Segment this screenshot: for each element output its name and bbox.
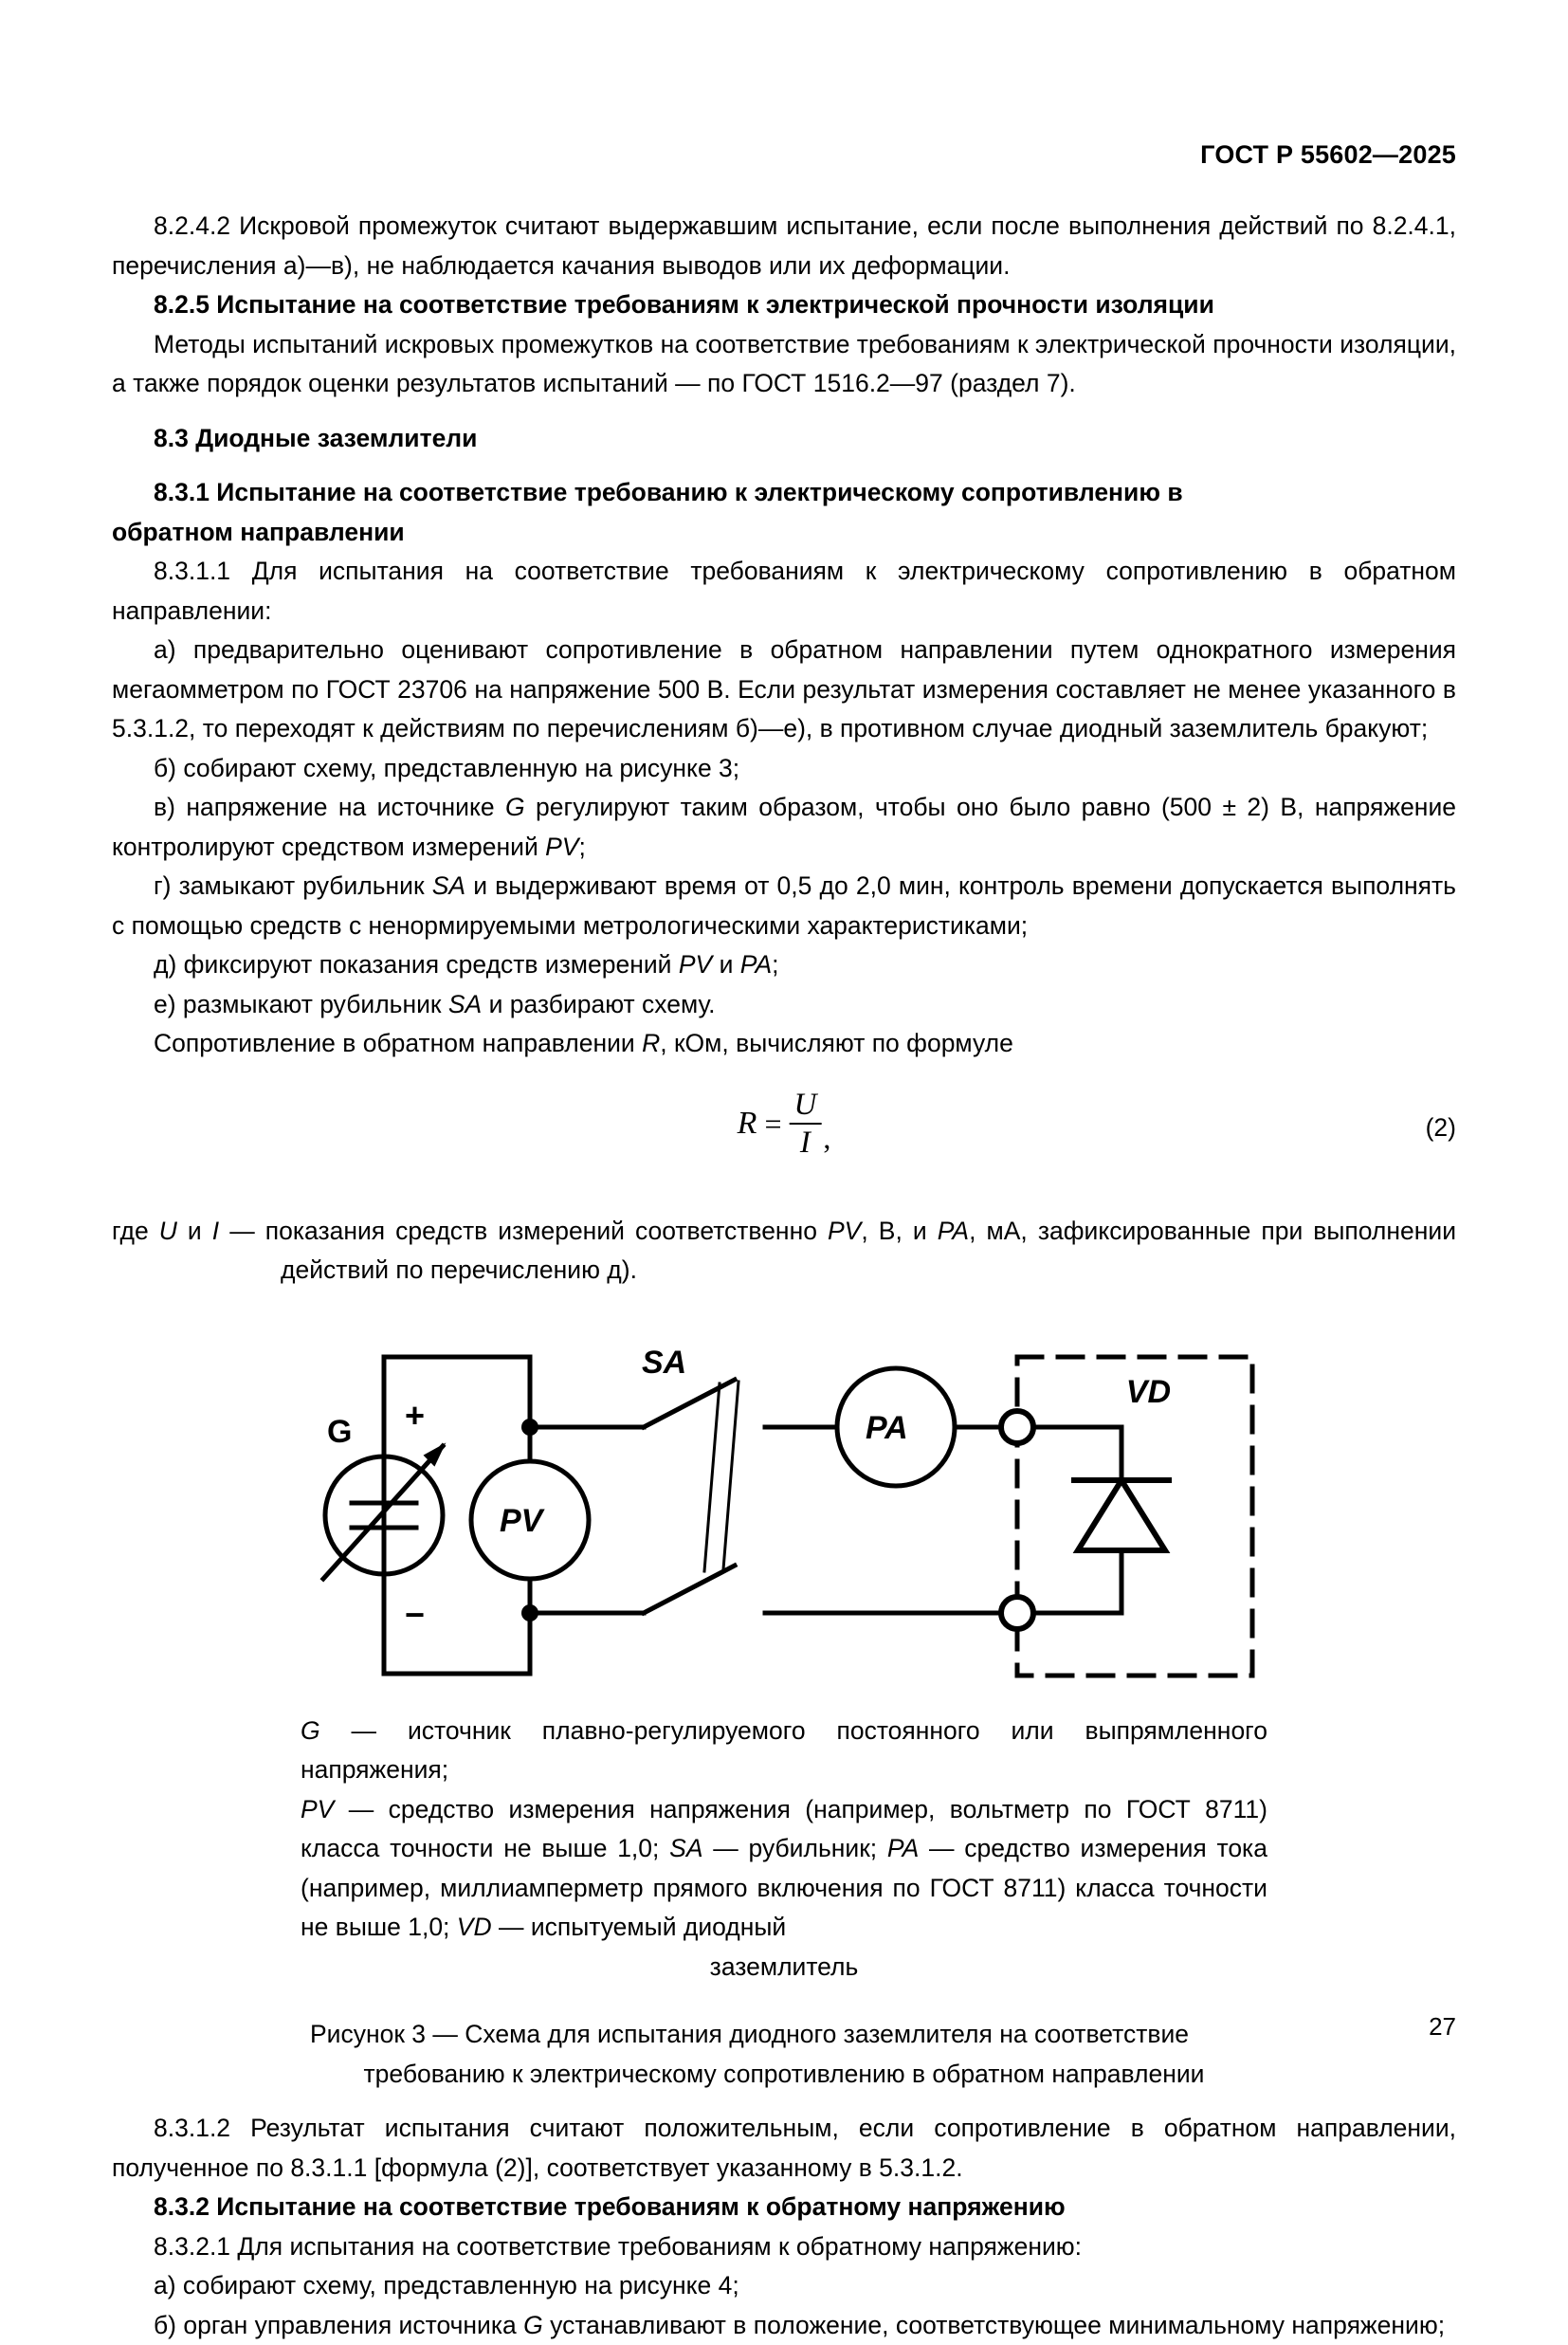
where-paragraph xyxy=(112,1212,1456,1291)
heading-8-3-1-line2: обратном направлении xyxy=(112,513,1456,553)
heading-8-3: 8.3 Диодные заземлители xyxy=(112,419,1456,459)
figure-legend-last-line: заземлитель xyxy=(301,1948,1267,1988)
legend-text-vd: — испытуемый диодный xyxy=(492,1913,787,1941)
paragraph-resistance-formula-intro xyxy=(112,1024,1456,1064)
list-item-g xyxy=(112,867,1456,945)
label-polarity-plus: + xyxy=(405,1396,425,1435)
legend-symbol-pa: PA xyxy=(887,1834,919,1862)
where-prefix: где xyxy=(112,1217,159,1245)
symbol-u: U xyxy=(159,1217,177,1245)
legend-text-g: — источник плавно-регулируемого постоянного или выпрямленного напряжения; xyxy=(301,1716,1267,1785)
list-item-v xyxy=(112,788,1456,867)
symbol-pv-3: PV xyxy=(828,1217,861,1245)
figure-caption xyxy=(310,2015,1258,2094)
running-header xyxy=(0,140,1456,170)
symbol-g: G xyxy=(505,793,525,821)
figure-3 xyxy=(112,1340,1456,2095)
list-item-d xyxy=(112,945,1456,985)
page-number: 27 xyxy=(1429,2012,1456,2042)
figure-legend-text-2 xyxy=(301,1790,1267,1948)
paragraph-8-2-4-2: 8.2.4.2 Искровой промежуток считают выдержавшим испытание, если после выполнения действий по 8.2.4.1, перечисления а)—в), не наблюдается качания выводов или их деформации. xyxy=(112,207,1456,285)
list-item-v-text-3: ; xyxy=(578,833,585,861)
spacer xyxy=(112,2094,1456,2109)
list2-item-b-text-1: б) орган управления источника xyxy=(154,2311,523,2339)
formula-numerator: U xyxy=(789,1089,821,1124)
symbol-pa-2: PA xyxy=(938,1217,969,1245)
paragraph-8-3-1-2: 8.3.1.2 Результат испытания считают положительным, если сопротивление в обратном направлении, полученное по 8.3.1.1 [формула (2)], соответствует указанному в 5.3.1.2. xyxy=(112,2109,1456,2188)
diode-triangle xyxy=(1078,1480,1165,1550)
paragraph-8-3-1-1: 8.3.1.1 Для испытания на соответствие требованиям к электрическому сопротивлению в обратном направлении: xyxy=(112,552,1456,631)
label-source-g: G xyxy=(327,1414,352,1450)
heading-8-3-2: 8.3.2 Испытание на соответствие требованиям к обратному напряжению xyxy=(112,2188,1456,2227)
list-item-a: а) предварительно оценивают сопротивление в обратном направлении путем однократного измерения мегаомметром по ГОСТ 23706 на напряжение 500 В. Если результат измерения составляет не менее указанного в 5.3.1.2, то переходят к действиям по перечислениям б)—е), в противном случае диодный заземлитель бракуют; xyxy=(112,631,1456,749)
list2-item-b-text-2: устанавливают в положение, соответствующее минимальному напряжению; xyxy=(543,2311,1445,2339)
switch-linkage-left xyxy=(704,1383,720,1571)
page-content xyxy=(112,207,1456,2345)
list2-item-b xyxy=(112,2306,1456,2345)
symbol-r: R xyxy=(642,1029,660,1057)
figure-caption-line-2: требованию к электрическому сопротивлению в обратном направлении xyxy=(310,2055,1258,2095)
symbol-sa-2: SA xyxy=(448,990,482,1018)
paragraph-8-3-2-1: 8.3.2.1 Для испытания на соответствие требованиям к обратному напряжению: xyxy=(112,2227,1456,2267)
heading-8-3-1-line1: 8.3.1 Испытание на соответствие требованию к электрическому сопротивлению в xyxy=(112,473,1456,513)
legend-symbol-g: G xyxy=(301,1716,320,1745)
figure-caption-line-1: Рисунок 3 — Схема для испытания диодного заземлителя на соответствие xyxy=(310,2015,1258,2055)
resistance-text-1: Сопротивление в обратном направлении xyxy=(154,1029,642,1057)
formula-fraction xyxy=(789,1089,821,1160)
list-item-d-text-2: и xyxy=(712,950,740,979)
list-item-g-text-1: г) замыкают рубильник xyxy=(154,871,432,900)
symbol-g-2: G xyxy=(523,2311,543,2339)
formula-lhs: R xyxy=(738,1106,757,1142)
symbol-pv-2: PV xyxy=(679,950,712,979)
label-polarity-minus: − xyxy=(405,1595,425,1634)
formula-denominator: I xyxy=(795,1125,815,1160)
switch-blade-bottom xyxy=(644,1566,735,1613)
formula-number: (2) xyxy=(1426,1113,1456,1143)
label-diode-vd: VD xyxy=(1126,1374,1171,1410)
symbol-pv: PV xyxy=(545,833,578,861)
legend-text-pa: — средство измерения тока (например, миллиамперметр прямого включения по ГОСТ 8711) класса точности не выше 1,0; xyxy=(301,1834,1267,1941)
list-item-e xyxy=(112,985,1456,1025)
terminal-top xyxy=(1001,1411,1033,1443)
paragraph-8-2-5: Методы испытаний искровых промежутков на соответствие требованиям к электрической прочности изоляции, а также порядок оценки результатов испытаний — по ГОСТ 1516.2—97 (раздел 7). xyxy=(112,325,1456,404)
formula-2 xyxy=(738,1089,831,1160)
switch-linkage-right xyxy=(723,1382,738,1569)
legend-symbol-sa: SA xyxy=(669,1834,702,1862)
where-text-2: , В, и xyxy=(861,1217,937,1245)
spacer xyxy=(112,404,1456,419)
legend-text-pv: — средство измерения напряжения (например, вольтметр по ГОСТ 8711) класса точности не выше 1,0; xyxy=(301,1795,1267,1863)
list-item-b: б) собирают схему, представленную на рисунке 3; xyxy=(112,749,1456,789)
list-item-d-text-1: д) фиксируют показания средств измерений xyxy=(154,950,679,979)
resistance-text-2: , кОм, вычисляют по формуле xyxy=(660,1029,1013,1057)
list-item-e-text-1: е) размыкают рубильник xyxy=(154,990,448,1018)
legend-symbol-pv: PV xyxy=(301,1795,334,1823)
figure-legend xyxy=(301,1712,1267,1988)
symbol-i: I xyxy=(212,1217,219,1245)
formula-where-clause xyxy=(112,1212,1456,1291)
where-text-3: , мА, зафиксированные при выполнении действий по перечислению д). xyxy=(281,1217,1456,1285)
list-item-v-text-2: регулируют таким образом, чтобы оно было равно (500 ± 2) В, напряжение контролируют средством измерений xyxy=(112,793,1456,861)
formula-equals: = xyxy=(764,1107,781,1142)
legend-text-sa: — рубильник; xyxy=(703,1834,887,1862)
formula-2-row xyxy=(112,1089,1456,1180)
where-text-1: — показания средств измерений соответственно xyxy=(219,1217,828,1245)
terminal-bottom xyxy=(1001,1597,1033,1629)
heading-8-2-5: 8.2.5 Испытание на соответствие требованиям к электрической прочности изоляции xyxy=(112,285,1456,325)
standard-designation: ГОСТ Р 55602—2025 xyxy=(1200,140,1456,169)
formula-comma: , xyxy=(823,1121,830,1160)
switch-blade-top xyxy=(644,1380,735,1427)
where-and: и xyxy=(177,1217,212,1245)
label-ammeter-pa: PA xyxy=(866,1410,908,1446)
symbol-pa: PA xyxy=(740,950,772,979)
label-switch-sa: SA xyxy=(642,1345,686,1381)
figure-legend-text xyxy=(301,1712,1267,1790)
spacer xyxy=(112,458,1456,473)
list-item-g-text-2: и выдерживают время от 0,5 до 2,0 мин, контроль времени допускается выполнять с помощью средств с ненормируемыми метрологическими характеристиками; xyxy=(112,871,1456,940)
legend-symbol-vd: VD xyxy=(457,1913,492,1941)
label-voltmeter-pv: PV xyxy=(500,1503,546,1539)
list-item-v-text-1: в) напряжение на источнике xyxy=(154,793,505,821)
symbol-sa: SA xyxy=(432,871,465,900)
list-item-d-text-3: ; xyxy=(772,950,778,979)
circuit-diagram-svg xyxy=(310,1340,1258,1691)
list2-item-a: а) собирают схему, представленную на рисунке 4; xyxy=(112,2266,1456,2306)
list-item-e-text-2: и разбирают схему. xyxy=(482,990,715,1018)
